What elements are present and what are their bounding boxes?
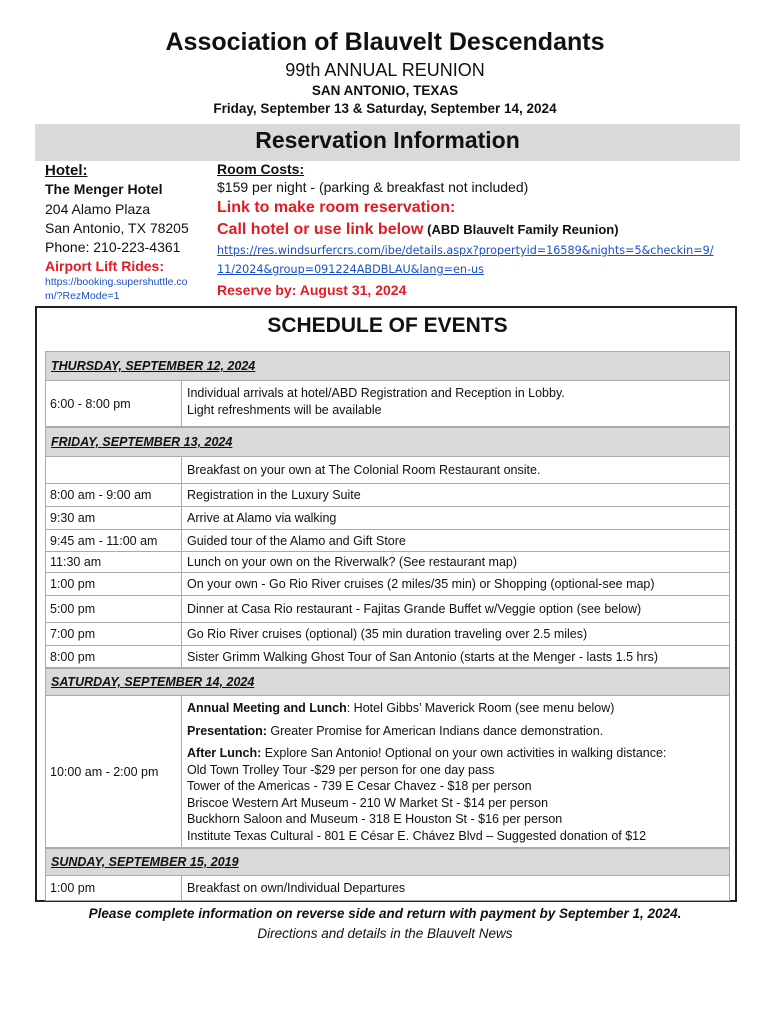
saturday-event-description <box>183 696 729 847</box>
table-row <box>45 596 730 623</box>
table-row <box>45 552 730 573</box>
annual-meeting-line <box>187 700 729 717</box>
event-description: Dinner at Casa Rio restaurant - Fajitas Grande Buffet w/Veggie option (see below) <box>187 602 642 616</box>
after-lunch-label: After Lunch: <box>187 746 262 760</box>
event-description: Sister Grimm Walking Ghost Tour of San Antonio (starts at the Menger - lasts 1.5 hrs) <box>187 649 659 664</box>
document-title: Association of Blauvelt Descendants <box>165 28 605 56</box>
event-time: 9:45 am - 11:00 am <box>46 530 182 551</box>
hotel-label: Hotel: <box>45 162 88 179</box>
room-costs-label: Room Costs: <box>217 161 305 177</box>
annual-meeting-text: : Hotel Gibbs’ Maverick Room (see menu below) <box>346 701 615 715</box>
after-lunch-line <box>187 745 729 762</box>
table-row <box>45 507 730 530</box>
reservation-link-line1[interactable]: https://res.windsurfercrs.com/ibe/details.aspx?propertyid=16589&nights=5&checkin=9/ <box>217 244 714 257</box>
annual-meeting-label: Annual Meeting and Lunch <box>187 701 347 715</box>
event-time: 8:00 pm <box>46 646 182 667</box>
table-row <box>45 623 730 646</box>
event-description: Lunch on your own on the Riverwalk? (See restaurant map) <box>187 555 518 569</box>
table-row <box>45 457 730 484</box>
after-lunch-text: Explore San Antonio! Optional on your own activities in walking distance: <box>261 746 667 760</box>
event-description: Breakfast on your own at The Colonial Room Restaurant onsite. <box>187 463 541 477</box>
call-hotel-line <box>217 221 619 239</box>
reunion-dates: Friday, September 13 & Saturday, September 14, 2024 <box>213 101 557 116</box>
hotel-address-line2: San Antonio, TX 78205 <box>45 220 189 236</box>
event-time: 5:00 pm <box>46 596 182 622</box>
event-description: Breakfast on own/Individual Departures <box>187 881 406 895</box>
call-hotel-text: Call hotel or use link below <box>217 221 424 238</box>
event-time: 1:00 pm <box>46 573 182 595</box>
activity-item: Tower of the Americas - 739 E Cesar Chavez - $18 per person <box>187 779 532 793</box>
event-time: 10:00 am - 2:00 pm <box>46 696 182 847</box>
event-description <box>183 381 729 426</box>
footer-instruction: Please complete information on reverse side and return with payment by September 1, 2024. <box>88 906 682 921</box>
saturday-band: SATURDAY, SEPTEMBER 14, 2024 <box>45 668 730 696</box>
activity-item: Institute Texas Cultural - 801 E César E. Chávez Blvd – Suggested donation of $12 <box>187 828 647 843</box>
hotel-address-line1: 204 Alamo Plaza <box>45 201 151 217</box>
presentation-text: Greater Promise for American Indians dance demonstration. <box>266 723 604 738</box>
event-description: On your own - Go Rio River cruises (2 miles/35 min) or Shopping (optional-see map) <box>187 577 655 591</box>
room-link-heading: Link to make room reservation: <box>217 199 456 216</box>
activity-item: Old Town Trolley Tour -$29 per person for one day pass <box>187 762 495 777</box>
table-row <box>45 381 730 427</box>
table-row <box>45 646 730 668</box>
airport-rides-label: Airport Lift Rides: <box>45 258 164 274</box>
hotel-phone: Phone: 210-223-4361 <box>45 239 181 255</box>
presentation-label: Presentation: <box>187 723 267 738</box>
event-time: 6:00 - 8:00 pm <box>46 381 182 426</box>
friday-band: FRIDAY, SEPTEMBER 13, 2024 <box>45 427 730 457</box>
reservation-heading: Reservation Information <box>255 127 520 153</box>
event-description-line2: Light refreshments will be available <box>187 403 382 417</box>
call-hotel-note: (ABD Blauvelt Family Reunion) <box>427 222 619 237</box>
event-time <box>46 457 182 483</box>
activity-item: Buckhorn Saloon and Museum - 318 E Houston St - $16 per person <box>187 812 563 826</box>
event-description: Go Rio River cruises (optional) (35 min duration traveling over 2.5 miles) <box>187 627 588 641</box>
event-description: Registration in the Luxury Suite <box>187 488 361 502</box>
table-row <box>45 573 730 596</box>
event-time: 11:30 am <box>46 552 182 572</box>
table-row <box>45 530 730 552</box>
event-description: Guided tour of the Alamo and Gift Store <box>187 533 406 548</box>
event-description: Arrive at Alamo via walking <box>187 511 337 525</box>
sunday-band: SUNDAY, SEPTEMBER 15, 2019 <box>45 848 730 876</box>
presentation-line <box>187 723 729 740</box>
reunion-location: SAN ANTONIO, TEXAS <box>311 83 459 98</box>
event-time: 9:30 am <box>46 507 182 529</box>
airport-rides-link-line1[interactable]: https://booking.supershuttle.co <box>45 276 188 288</box>
reunion-subtitle: 99th ANNUAL REUNION <box>285 60 485 80</box>
table-row <box>45 876 730 901</box>
thursday-band: THURSDAY, SEPTEMBER 12, 2024 <box>45 351 730 381</box>
reserve-by-date: Reserve by: August 31, 2024 <box>217 282 407 298</box>
table-row <box>45 696 730 848</box>
reservation-link-line2[interactable]: 11/2024&group=091224ABDBLAU&lang=en-us <box>217 263 484 276</box>
activity-item: Briscoe Western Art Museum - 210 W Market St - $14 per person <box>187 795 549 810</box>
airport-rides-link-line2[interactable]: m/?RezMode=1 <box>45 290 120 302</box>
footer-note: Directions and details in the Blauvelt News <box>257 926 513 941</box>
schedule-heading: SCHEDULE OF EVENTS <box>267 314 508 337</box>
event-time: 7:00 pm <box>46 623 182 645</box>
room-cost-value: $159 per night - (parking & breakfast not included) <box>217 179 529 195</box>
event-time: 8:00 am - 9:00 am <box>46 484 182 506</box>
event-description-line1: Individual arrivals at hotel/ABD Registration and Reception in Lobby. <box>187 386 565 400</box>
event-time: 1:00 pm <box>46 876 182 900</box>
hotel-name: The Menger Hotel <box>45 181 163 197</box>
table-row <box>45 484 730 507</box>
